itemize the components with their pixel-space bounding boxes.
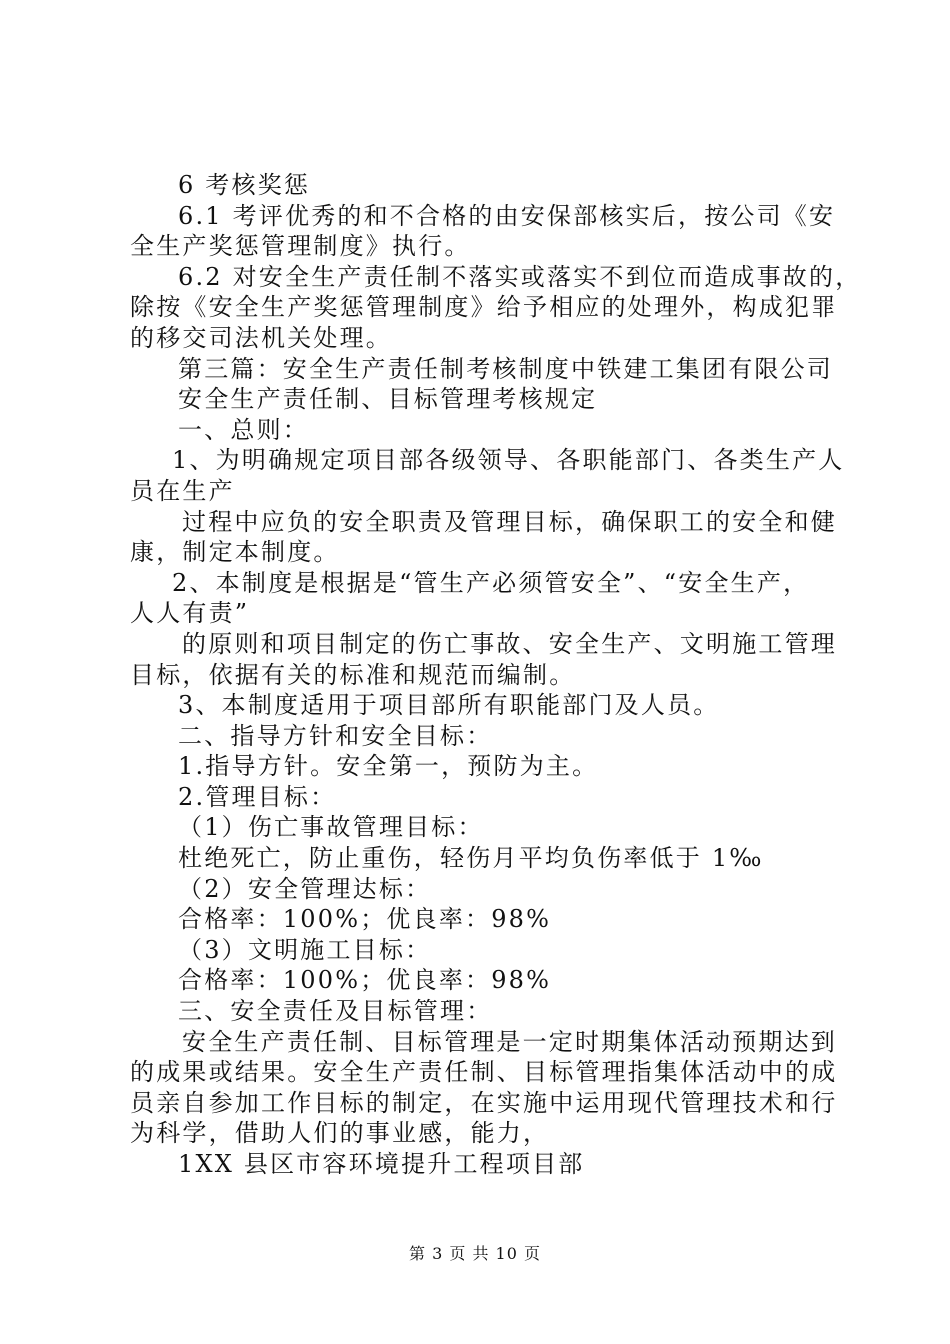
paragraph-line: （1）伤亡事故管理目标： <box>178 813 484 842</box>
paragraph-line: 过程中应负的安全职责及管理目标，确保职工的安全和健 <box>182 507 837 536</box>
paragraph-line: 为科学，借助人们的事业感，能力， <box>130 1119 550 1148</box>
section-heading: 6 考核奖惩 <box>178 171 311 199</box>
paragraph-line: （3）文明施工目标： <box>178 935 432 964</box>
page-footer: 第 3 页 共 10 页 <box>409 1244 541 1263</box>
document-body <box>130 170 862 1180</box>
section-heading: 第三篇：安全生产责任制考核制度中铁建工集团有限公司 <box>178 354 833 383</box>
paragraph-line: 员在生产 <box>130 476 235 505</box>
paragraph-line: 人人有责” <box>130 599 250 628</box>
section-heading: 二、指导方针和安全目标： <box>178 721 493 750</box>
paragraph-line: 2.管理目标： <box>178 782 337 811</box>
paragraph-line: 全生产奖惩管理制度》执行。 <box>130 232 471 261</box>
paragraph-line: 6.2 对安全生产责任制不落实或落实不到位而造成事故的， <box>178 262 862 291</box>
paragraph-line: 康，制定本制度。 <box>130 538 340 567</box>
paragraph-line: 1、为明确规定项目部各级领导、各职能部门、各类生产人 <box>172 446 845 475</box>
paragraph-line: 的原则和项目制定的伤亡事故、安全生产、文明施工管理 <box>182 629 837 658</box>
paragraph-line: 2、本制度是根据是“管生产必须管安全”、“安全生产， <box>172 568 810 597</box>
paragraph-line: 合格率：100%；优良率：98% <box>178 905 552 934</box>
paragraph-line: 杜绝死亡，防止重伤，轻伤月平均负伤率低于 1‰ <box>178 844 764 873</box>
paragraph-line: 3、本制度适用于项目部所有职能部门及人员。 <box>178 691 720 720</box>
paragraph-line: 1.指导方针。安全第一，预防为主。 <box>178 752 599 781</box>
paragraph-line: 合格率：100%；优良率：98% <box>178 966 552 995</box>
paragraph-line: 1XX 县区市容环境提升工程项目部 <box>178 1150 585 1178</box>
paragraph-line: 6.1 考评优秀的和不合格的由安保部核实后，按公司《安 <box>178 201 836 230</box>
document-subtitle: 安全生产责任制、目标管理考核规定 <box>178 385 598 414</box>
paragraph-line: 安全生产责任制、目标管理是一定时期集体活动预期达到 <box>182 1027 837 1056</box>
paragraph-line: 除按《安全生产奖惩管理制度》给予相应的处理外，构成犯罪 <box>130 293 838 322</box>
section-heading: 三、安全责任及目标管理： <box>178 997 493 1026</box>
paragraph-line: 目标，依据有关的标准和规范而编制。 <box>130 660 576 689</box>
section-heading: 一、总则： <box>178 415 309 444</box>
paragraph-line: 的成果或结果。安全生产责任制、目标管理指集体活动中的成 <box>130 1058 838 1087</box>
paragraph-line: （2）安全管理达标： <box>178 874 432 903</box>
paragraph-line: 的移交司法机关处理。 <box>130 323 392 352</box>
paragraph-line: 员亲自参加工作目标的制定，在实施中运用现代管理技术和行 <box>130 1088 838 1117</box>
